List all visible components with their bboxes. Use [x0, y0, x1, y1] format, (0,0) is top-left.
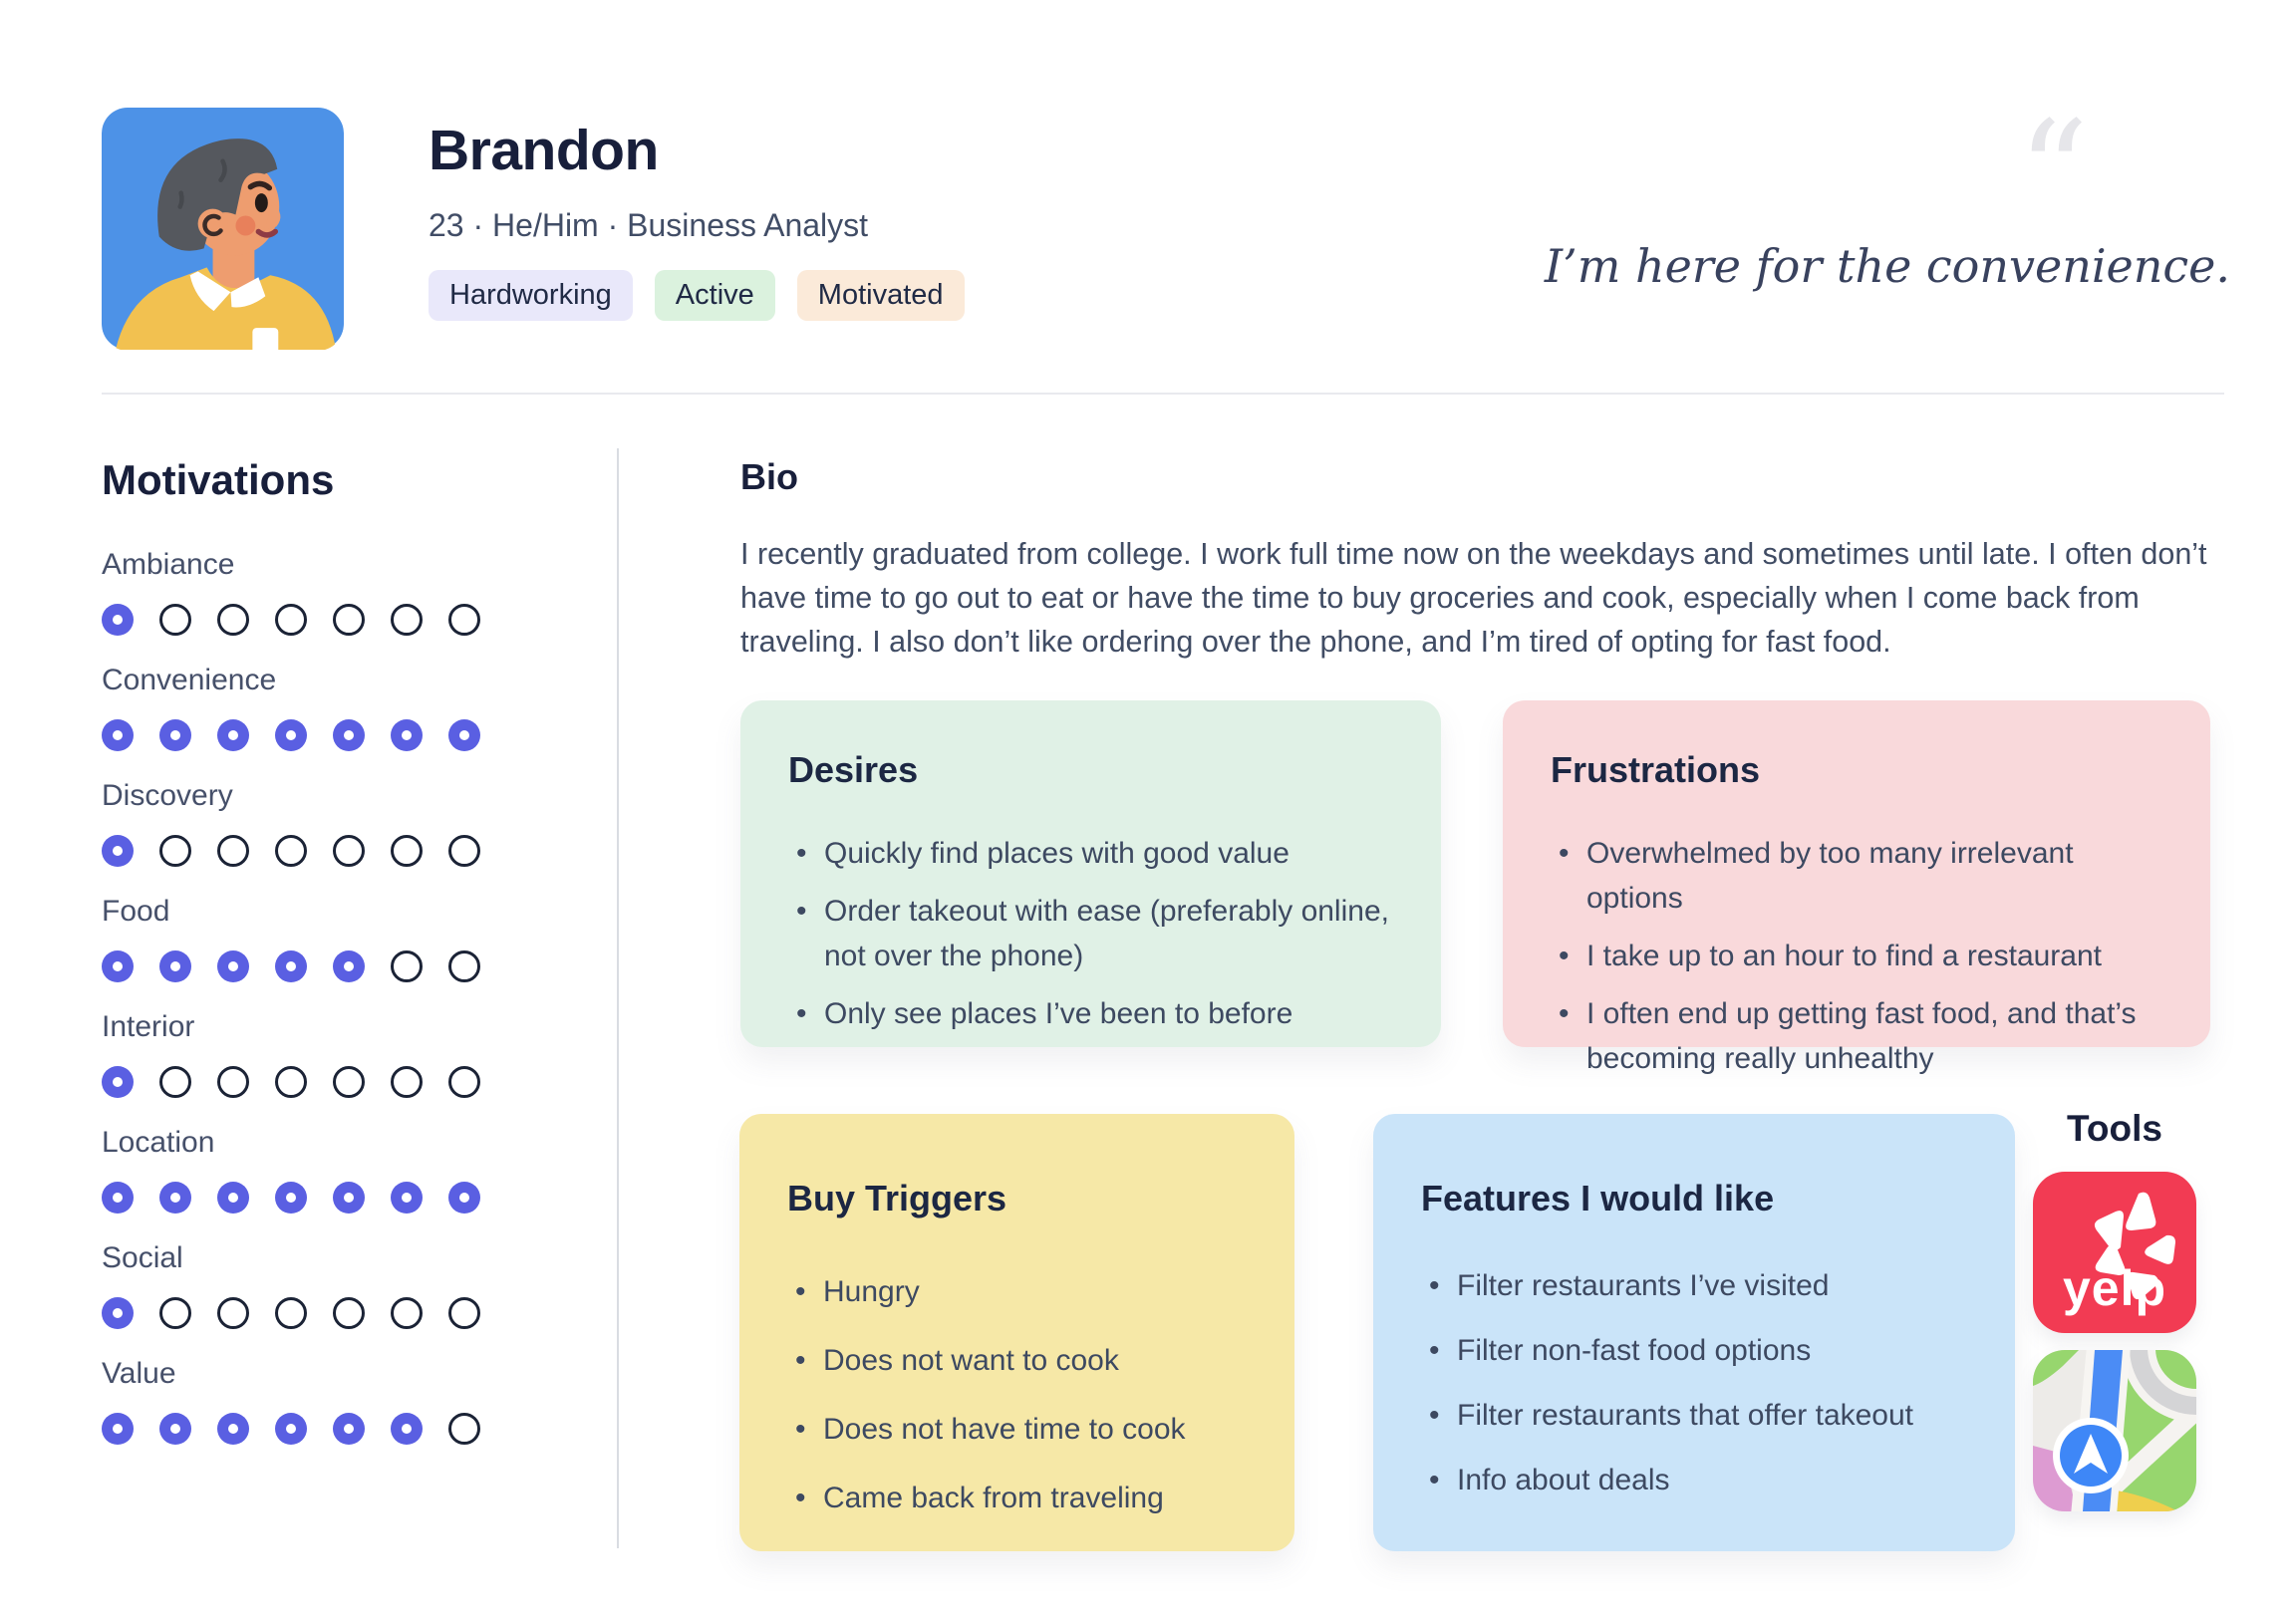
apple-maps-illustration	[2033, 1350, 2196, 1511]
rating-dots	[102, 719, 540, 751]
rating-dot	[333, 1182, 365, 1214]
motivations-section	[102, 456, 540, 1473]
rating-dot	[448, 835, 480, 867]
rating-dot	[159, 1413, 191, 1445]
motivation-row-food: Food	[102, 895, 540, 982]
motivations-title: Motivations	[102, 456, 335, 503]
rating-dot	[159, 1182, 191, 1214]
trait-tag-motivated: Motivated	[797, 270, 965, 321]
rating-dot	[333, 950, 365, 982]
rating-dot	[102, 1413, 134, 1445]
rating-dot	[333, 719, 365, 751]
rating-dot	[391, 719, 423, 751]
rating-dot	[391, 950, 423, 982]
rating-dot	[159, 950, 191, 982]
tools-title: Tools	[2067, 1108, 2162, 1149]
rating-dot	[275, 1066, 307, 1098]
rating-dot	[448, 1413, 480, 1445]
list-item: • Filter non-fast food options	[1421, 1328, 1967, 1373]
trait-tag-active: Active	[655, 270, 775, 321]
rating-dot	[102, 950, 134, 982]
bio-title: Bio	[740, 456, 798, 497]
frustrations-title: Frustrations	[1551, 749, 1761, 790]
motivation-row-interior: Interior	[102, 1010, 540, 1098]
rating-dots	[102, 1066, 540, 1098]
rating-dot	[275, 1413, 307, 1445]
features-list	[1421, 1263, 1967, 1502]
motivation-row-value: Value	[102, 1357, 540, 1445]
rating-dot	[102, 604, 134, 636]
bio-text: I recently graduated from college. I work full time now on the weekdays and sometimes until late. I often don’t have time to go out to eat or have the time to buy groceries and cook, especially when I come back from traveling. I also don’t like ordering over the phone, and I’m tired of opting for fast food.	[740, 537, 2207, 659]
rating-dot	[159, 1297, 191, 1329]
rating-dot	[275, 835, 307, 867]
quote-icon: “	[2017, 92, 2089, 254]
rating-dot	[333, 1413, 365, 1445]
rating-dot	[102, 1066, 134, 1098]
tools-section	[2033, 1108, 2196, 1528]
rating-dot	[217, 719, 249, 751]
buy-triggers-list	[787, 1269, 1247, 1520]
rating-dot	[102, 1297, 134, 1329]
avatar-illustration	[102, 107, 344, 351]
rating-dot	[102, 835, 134, 867]
rating-dot	[217, 835, 249, 867]
rating-dot	[275, 1297, 307, 1329]
rating-dot	[333, 1066, 365, 1098]
rating-dot	[391, 835, 423, 867]
desires-title: Desires	[788, 749, 919, 790]
persona-meta: 23 · He/Him · Business Analyst	[429, 207, 869, 243]
frustrations-list	[1551, 831, 2162, 1081]
rating-dot	[102, 1182, 134, 1214]
rating-dots	[102, 950, 540, 982]
list-item: • I often end up getting fast food, and that’s becoming really unhealthy	[1551, 991, 2162, 1081]
rating-dot	[217, 1182, 249, 1214]
rating-dot	[159, 604, 191, 636]
rating-dots	[102, 1413, 540, 1445]
desires-list	[788, 831, 1393, 1036]
quote-block	[1453, 92, 2230, 293]
desires-card	[740, 700, 1441, 1047]
motivation-row-location: Location	[102, 1126, 540, 1214]
motivation-row-ambiance: Ambiance	[102, 548, 540, 636]
rating-dot	[391, 1297, 423, 1329]
trait-tag-hardworking: Hardworking	[429, 270, 633, 321]
bio-section	[740, 456, 2217, 664]
frustrations-card	[1503, 700, 2210, 1075]
rating-dot	[217, 604, 249, 636]
rating-dot	[275, 1182, 307, 1214]
rating-dot	[217, 1413, 249, 1445]
rating-dot	[159, 1066, 191, 1098]
rating-dots	[102, 835, 540, 867]
list-item: • Does not want to cook	[787, 1338, 1247, 1383]
rating-dot	[333, 835, 365, 867]
features-card	[1373, 1114, 2015, 1551]
persona-quote: I’m here for the convenience.	[1544, 239, 2230, 293]
rating-dot	[102, 719, 134, 751]
yelp-app-icon	[2033, 1172, 2196, 1333]
column-divider	[617, 448, 619, 1548]
list-item: • Hungry	[787, 1269, 1247, 1314]
header-divider	[102, 393, 2224, 395]
rating-dot	[391, 1413, 423, 1445]
list-item: • Info about deals	[1421, 1458, 1967, 1502]
list-item: • Does not have time to cook	[787, 1407, 1247, 1452]
motivation-row-social: Social	[102, 1241, 540, 1329]
rating-dot	[217, 1066, 249, 1098]
buy-triggers-title: Buy Triggers	[787, 1178, 1007, 1218]
rating-dot	[391, 1066, 423, 1098]
list-item: • Only see places I’ve been to before	[788, 991, 1393, 1036]
list-item: • Came back from traveling	[787, 1476, 1247, 1520]
rating-dot	[333, 1297, 365, 1329]
rating-dot	[217, 950, 249, 982]
list-item: • Order takeout with ease (preferably online, not over the phone)	[788, 889, 1393, 978]
rating-dot	[159, 719, 191, 751]
rating-dot	[448, 1297, 480, 1329]
rating-dot	[448, 719, 480, 751]
rating-dots	[102, 604, 540, 636]
features-title: Features I would like	[1421, 1178, 1775, 1218]
list-item: • I take up to an hour to find a restaurant	[1551, 934, 2162, 978]
list-item: • Filter restaurants I’ve visited	[1421, 1263, 1967, 1308]
rating-dot	[448, 1182, 480, 1214]
rating-dot	[448, 1066, 480, 1098]
trait-tags	[429, 270, 965, 321]
rating-dot	[391, 1182, 423, 1214]
rating-dots	[102, 1182, 540, 1214]
page-title: Brandon	[429, 119, 659, 182]
list-item: • Quickly find places with good value	[788, 831, 1393, 876]
avatar	[102, 107, 344, 351]
motivation-row-convenience: Convenience	[102, 664, 540, 751]
rating-dots	[102, 1297, 540, 1329]
rating-dot	[333, 604, 365, 636]
rating-dot	[275, 950, 307, 982]
buy-triggers-card	[739, 1114, 1294, 1551]
rating-dot	[448, 604, 480, 636]
yelp-wordmark: yelp	[2062, 1260, 2167, 1316]
list-item: • Filter restaurants that offer takeout	[1421, 1393, 1967, 1438]
rating-dot	[275, 604, 307, 636]
apple-maps-app-icon	[2033, 1350, 2196, 1511]
rating-dot	[275, 719, 307, 751]
list-item: • Overwhelmed by too many irrelevant options	[1551, 831, 2162, 921]
rating-dot	[217, 1297, 249, 1329]
motivation-row-discovery: Discovery	[102, 779, 540, 867]
rating-dot	[448, 950, 480, 982]
rating-dot	[391, 604, 423, 636]
rating-dot	[159, 835, 191, 867]
